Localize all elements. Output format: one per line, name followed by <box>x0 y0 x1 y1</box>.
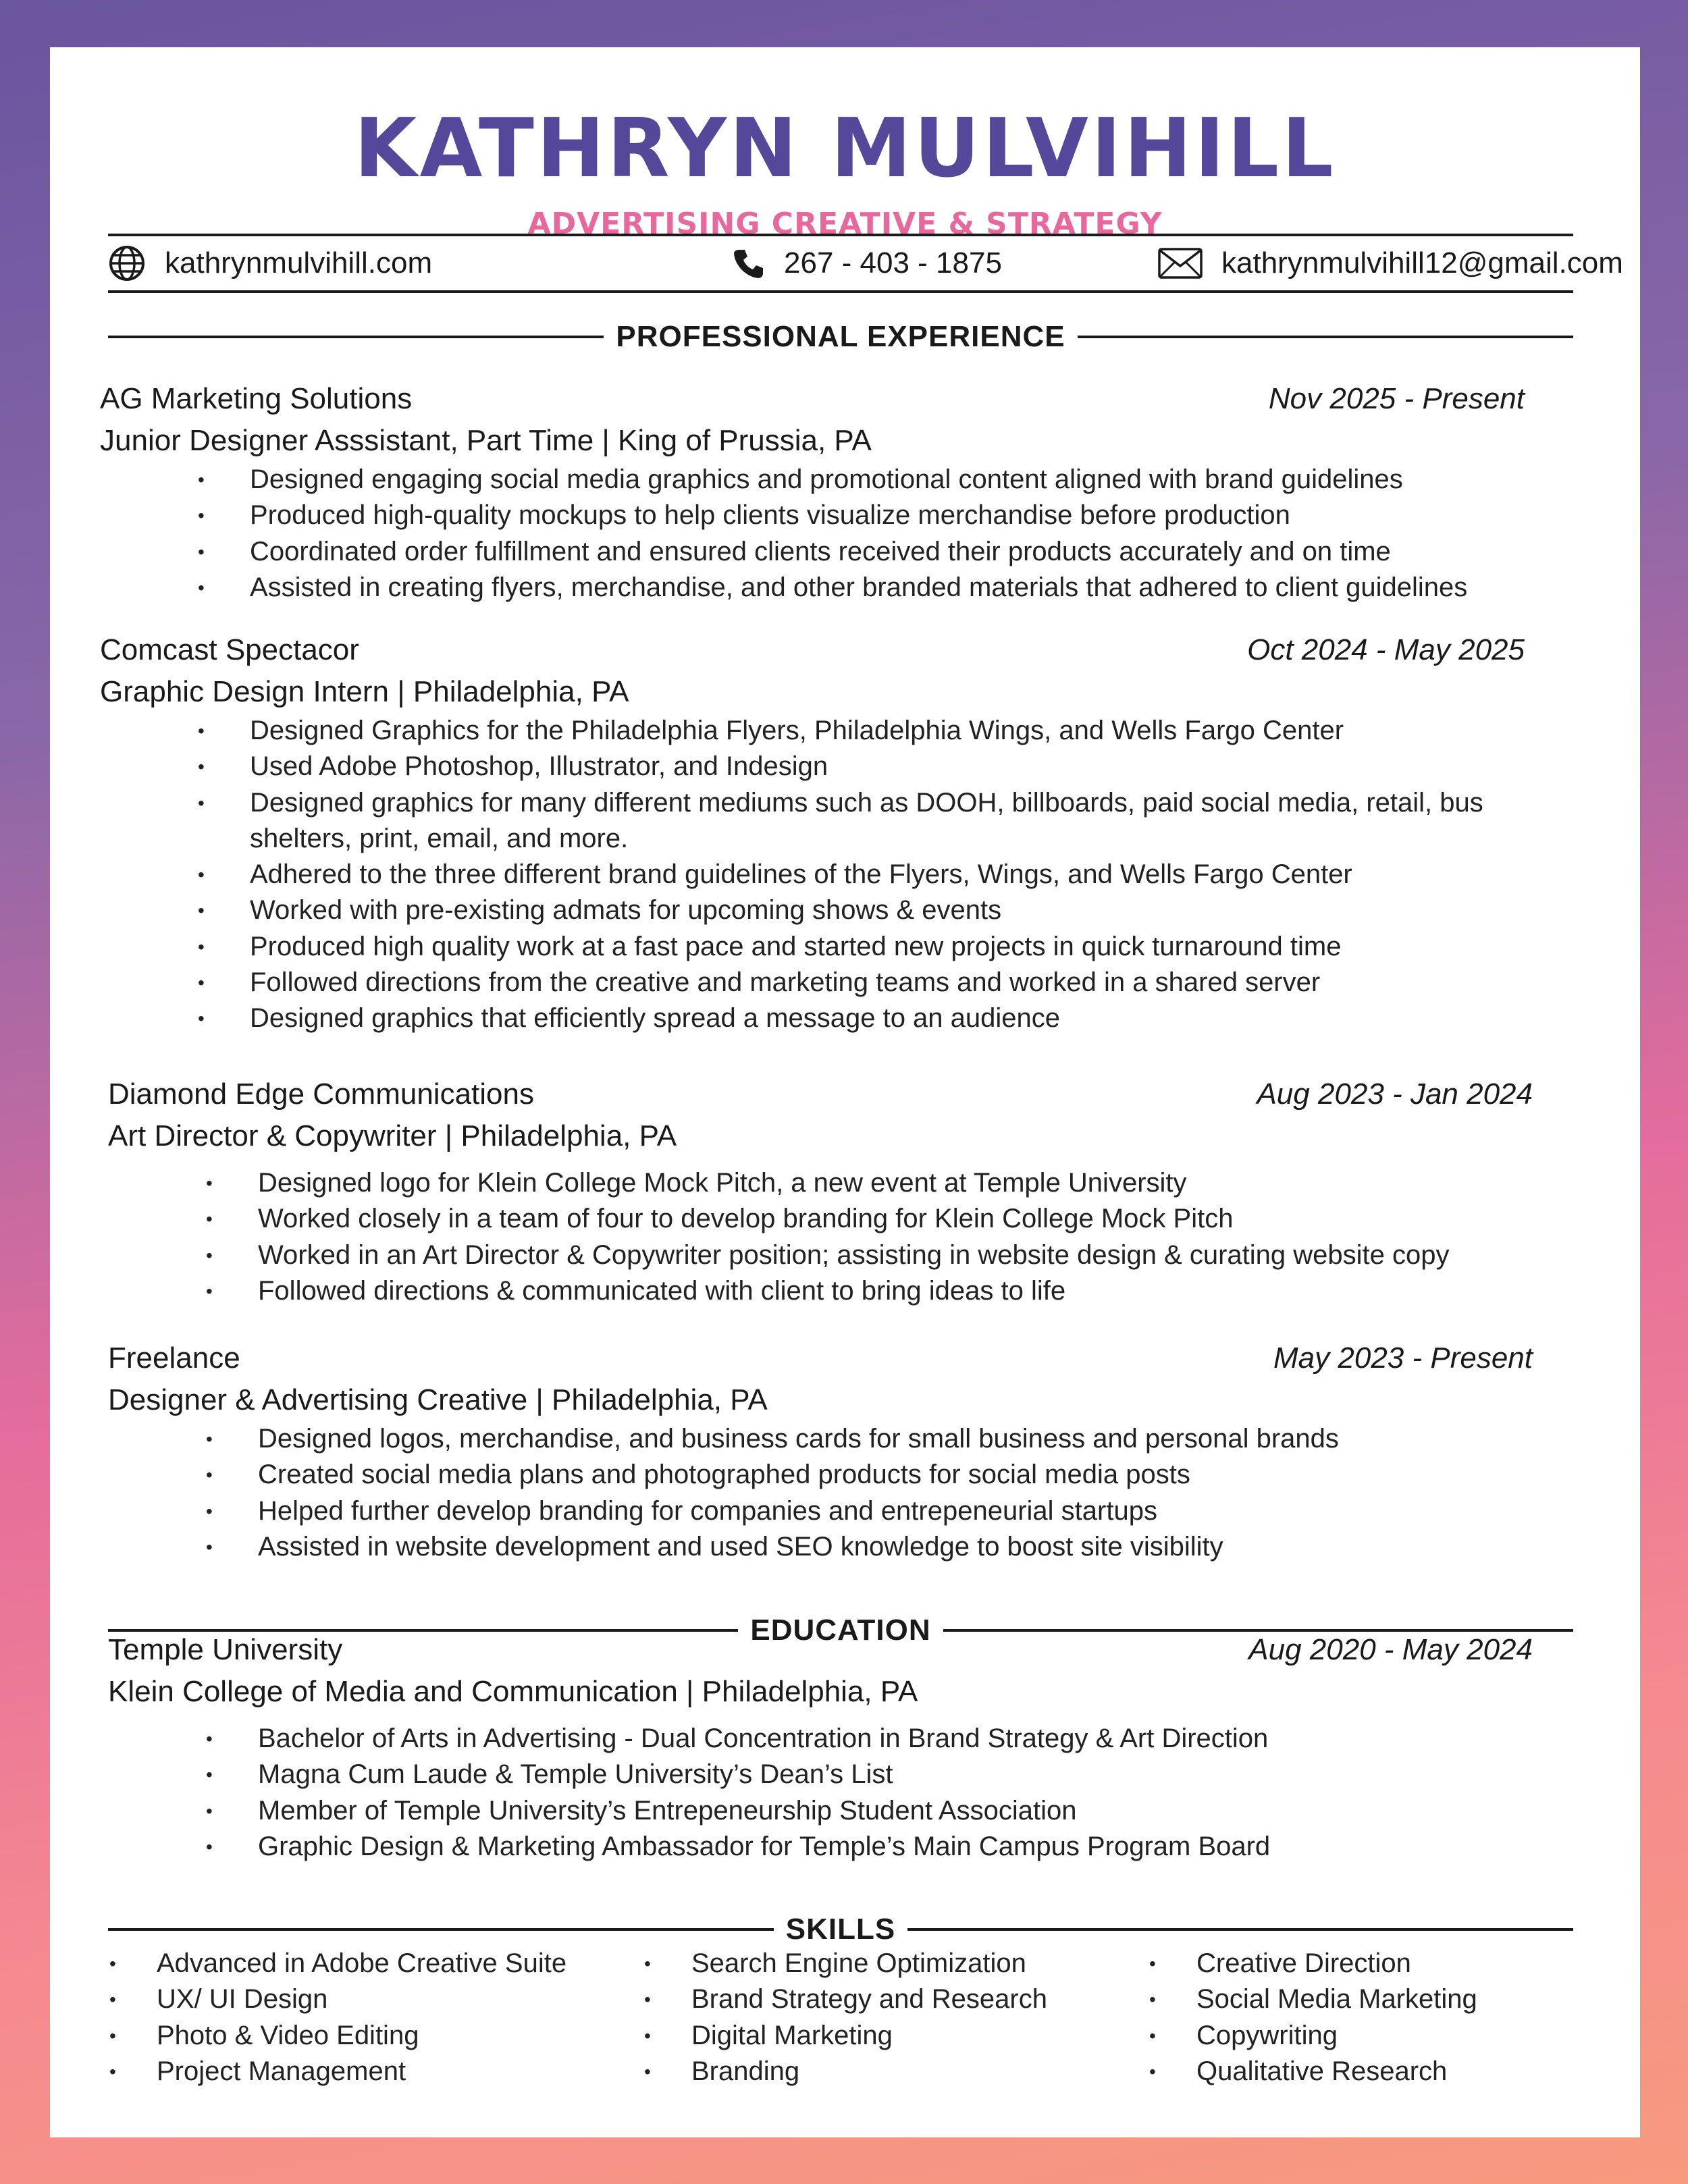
job-role: Junior Designer Asssistant, Part Time | King of Prussia, PA <box>100 424 872 457</box>
list-item: • Designed logo for Klein College Mock Pitch, a new event at Temple University <box>108 1165 1533 1201</box>
job-entry <box>108 1073 1533 1309</box>
skill-item: • UX/ UI Design <box>104 1981 566 2017</box>
website-link[interactable]: kathrynmulvihill.com <box>165 246 433 279</box>
phone-contact[interactable] <box>733 236 1002 290</box>
list-item: • Designed logos, merchandise, and business cards for small business and personal brands <box>108 1421 1533 1457</box>
education-bullets <box>108 1721 1533 1865</box>
email-contact[interactable] <box>1158 236 1623 290</box>
skill-item: • Creative Direction <box>1144 1946 1477 1981</box>
list-item: • Assisted in creating flyers, merchandise, and other branded materials that adhered to client guidelines <box>100 570 1525 606</box>
list-item: • Worked in an Art Director & Copywriter position; assisting in website design & curating website copy <box>108 1237 1533 1273</box>
divider <box>907 1928 1573 1931</box>
education-title: EDUCATION <box>750 1614 931 1647</box>
candidate-name: KATHRYN MULVIHILL <box>354 102 1336 196</box>
skills-column <box>639 1946 1047 2089</box>
job-company: Diamond Edge Communications <box>108 1077 534 1111</box>
list-item: • Followed directions & communicated with client to bring ideas to life <box>108 1273 1533 1309</box>
list-item: • Adhered to the three different brand guidelines of the Flyers, Wings, and Wells Fargo Center <box>100 857 1525 893</box>
list-item: • Designed graphics for many different mediums such as DOOH, billboards, paid social media, retail, bus shelters, print, email, and more. <box>100 785 1525 857</box>
list-item: • Created social media plans and photographed products for social media posts <box>108 1457 1533 1493</box>
resume-sheet <box>50 47 1640 2137</box>
job-bullets <box>100 713 1525 1037</box>
skill-item: • Project Management <box>104 2054 566 2089</box>
skill-item: • Brand Strategy and Research <box>639 1981 1047 2017</box>
job-entry <box>108 1337 1533 1565</box>
contact-bar <box>108 234 1623 293</box>
list-item: • Designed engaging social media graphics and promotional content aligned with brand guidelines <box>100 462 1525 498</box>
skill-item: • Digital Marketing <box>639 2018 1047 2054</box>
job-entry <box>100 629 1525 1037</box>
job-bullets <box>108 1421 1533 1565</box>
job-dates: May 2023 - Present <box>1273 1341 1533 1375</box>
school-name: Temple University <box>108 1633 343 1666</box>
job-dates: Nov 2025 - Present <box>1268 382 1525 415</box>
list-item: • Member of Temple University’s Entrepeneurship Student Association <box>108 1793 1533 1829</box>
divider <box>108 336 604 338</box>
skill-item: • Copywriting <box>1144 2018 1477 2054</box>
job-role: Art Director & Copywriter | Philadelphia, PA <box>108 1119 677 1152</box>
education-dates: Aug 2020 - May 2024 <box>1248 1633 1533 1666</box>
candidate-tagline: ADVERTISING CREATIVE & STRATEGY <box>527 207 1163 241</box>
list-item: • Used Adobe Photoshop, Illustrator, and Indesign <box>100 749 1525 784</box>
list-item: • Followed directions from the creative and marketing teams and worked in a shared server <box>100 965 1525 1001</box>
list-item: • Helped further develop branding for companies and entrepeneurial startups <box>108 1493 1533 1529</box>
divider <box>108 1928 774 1931</box>
skill-item: • Photo & Video Editing <box>104 2018 566 2054</box>
skills-heading <box>108 1913 1573 1946</box>
list-item: • Worked with pre-existing admats for upcoming shows & events <box>100 893 1525 928</box>
job-entry <box>100 378 1525 606</box>
list-item: • Produced high quality work at a fast pace and started new projects in quick turnaround time <box>100 929 1525 965</box>
skill-item: • Search Engine Optimization <box>639 1946 1047 1981</box>
list-item: • Assisted in website development and used SEO knowledge to boost site visibility <box>108 1529 1533 1565</box>
website-contact[interactable] <box>108 236 432 290</box>
experience-title: PROFESSIONAL EXPERIENCE <box>616 320 1065 353</box>
skills-column <box>1144 1946 1477 2089</box>
job-company: AG Marketing Solutions <box>100 382 413 415</box>
experience-heading <box>108 320 1573 354</box>
college-name: Klein College of Media and Communication | Philadelphia, PA <box>108 1675 918 1708</box>
envelope-icon <box>1158 248 1203 279</box>
list-item: • Magna Cum Laude & Temple University’s Dean’s List <box>108 1757 1533 1792</box>
job-bullets <box>108 1165 1533 1309</box>
job-bullets <box>100 462 1525 606</box>
phone-number[interactable]: 267 - 403 - 1875 <box>784 246 1002 279</box>
list-item: • Produced high-quality mockups to help clients visualize merchandise before production <box>100 498 1525 533</box>
list-item: • Graphic Design & Marketing Ambassador for Temple’s Main Campus Program Board <box>108 1829 1533 1865</box>
list-item: • Bachelor of Arts in Advertising - Dual Concentration in Brand Strategy & Art Direction <box>108 1721 1533 1757</box>
divider <box>1078 336 1573 338</box>
list-item: • Designed graphics that efficiently spread a message to an audience <box>100 1001 1525 1036</box>
skills-column <box>104 1946 566 2089</box>
skill-item: • Qualitative Research <box>1144 2054 1477 2089</box>
job-role: Graphic Design Intern | Philadelphia, PA <box>100 675 629 708</box>
globe-icon <box>108 244 146 282</box>
skill-item: • Social Media Marketing <box>1144 1981 1477 2017</box>
job-company: Comcast Spectacor <box>100 633 359 666</box>
education-entry <box>108 1629 1533 1865</box>
list-item: • Coordinated order fulfillment and ensured clients received their products accurately and on time <box>100 534 1525 570</box>
job-role: Designer & Advertising Creative | Philadelphia, PA <box>108 1383 768 1416</box>
job-company: Freelance <box>108 1341 240 1375</box>
email-address[interactable]: kathrynmulvihill12@gmail.com <box>1221 246 1623 279</box>
skills-title: SKILLS <box>785 1913 896 1946</box>
skill-item: • Branding <box>639 2054 1047 2089</box>
skill-item: • Advanced in Adobe Creative Suite <box>104 1946 566 1981</box>
list-item: • Worked closely in a team of four to develop branding for Klein College Mock Pitch <box>108 1201 1533 1237</box>
job-dates: Aug 2023 - Jan 2024 <box>1257 1077 1533 1111</box>
job-dates: Oct 2024 - May 2025 <box>1247 633 1525 666</box>
list-item: • Designed Graphics for the Philadelphia Flyers, Philadelphia Wings, and Wells Fargo Center <box>100 713 1525 749</box>
phone-icon <box>733 247 765 279</box>
